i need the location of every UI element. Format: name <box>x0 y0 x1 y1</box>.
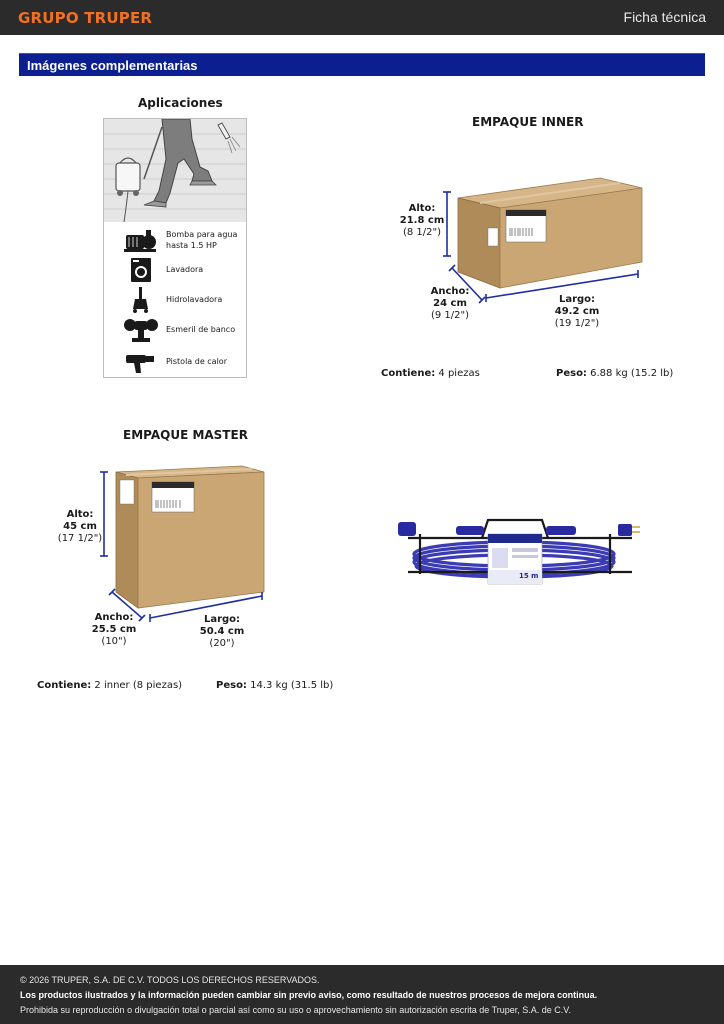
dimension-imperial: (8 1/2") <box>402 227 442 238</box>
contiene-label: Contiene: <box>381 368 436 379</box>
peso-value: 14.3 kg (31.5 lb) <box>250 680 334 691</box>
inner-title: EMPAQUE INNER <box>472 115 584 129</box>
application-item-esmeril <box>104 315 246 345</box>
peso-value: 6.88 kg (15.2 lb) <box>590 368 674 379</box>
section-header <box>19 53 705 76</box>
master-box-illustration <box>96 462 271 622</box>
washing-machine-icon <box>124 257 158 283</box>
bench-grinder-icon <box>124 317 158 343</box>
application-label: Lavadora <box>166 265 204 274</box>
inner-peso <box>556 368 673 379</box>
master-contiene <box>37 680 182 691</box>
application-item-pistola <box>104 347 246 377</box>
dimension-imperial: (19 1/2") <box>554 318 600 329</box>
application-item-hidrolavadora <box>104 285 246 315</box>
master-ancho-dimension <box>86 612 142 648</box>
top-bar <box>0 0 724 35</box>
application-illustration <box>104 119 246 222</box>
master-peso <box>216 680 333 691</box>
aplicaciones-title: Aplicaciones <box>138 96 223 110</box>
section-title: Imágenes complementarias <box>27 58 198 73</box>
contiene-value: 2 inner (8 piezas) <box>94 680 183 691</box>
footer-copyright: © 2026 TRUPER, S.A. DE C.V. TODOS LOS DERECHOS RESERVADOS. <box>20 975 320 985</box>
cord-tag-length: 15 m <box>519 572 539 580</box>
dimension-imperial: (20") <box>209 638 235 649</box>
dimension-metric: 45 cm <box>63 521 97 532</box>
dimension-metric: 21.8 cm <box>399 215 445 226</box>
dimension-metric: 24 cm <box>433 298 467 309</box>
page-footer <box>0 965 724 1024</box>
dimension-metric: 49.2 cm <box>554 306 600 317</box>
dimension-metric: 25.5 cm <box>91 624 137 635</box>
extension-cord-product-image <box>396 512 642 588</box>
dimension-label: Largo: <box>203 614 241 625</box>
dimension-label: Ancho: <box>430 286 470 297</box>
dimension-label: Largo: <box>558 294 596 305</box>
pressure-washer-icon <box>124 287 158 313</box>
inner-largo-dimension <box>550 294 604 330</box>
footer-prohibition: Prohibida su reproducción o divulgación total o parcial así como su uso o aprovechamiento sin autorización escrita de Truper, S.A. de C.V. <box>20 1005 571 1015</box>
brand-logo: GRUPO TRUPER <box>18 9 153 27</box>
dimension-imperial: (9 1/2") <box>430 310 470 321</box>
application-item-bomba <box>104 225 246 255</box>
dimension-label: Alto: <box>408 203 436 214</box>
application-label: Bomba para agua hasta 1.5 HP <box>166 230 238 250</box>
inner-alto-dimension <box>396 203 448 239</box>
dimension-label: Alto: <box>66 509 94 520</box>
heat-gun-icon <box>124 349 158 375</box>
pressure-washing-scene-icon <box>104 119 246 222</box>
contiene-label: Contiene: <box>37 680 92 691</box>
master-largo-dimension <box>192 614 252 650</box>
dimension-imperial: (17 1/2") <box>57 533 103 544</box>
contiene-value: 4 piezas <box>438 368 480 379</box>
footer-disclaimer: Los productos ilustrados y la información pueden cambiar sin previo aviso, como resultado de nuestros procesos de mejora continua. <box>20 990 598 1000</box>
aplicaciones-panel <box>103 118 247 378</box>
application-item-lavadora <box>104 255 246 285</box>
peso-label: Peso: <box>556 368 587 379</box>
application-label: Pistola de calor <box>166 357 227 366</box>
application-label: Esmeril de banco <box>166 325 236 334</box>
dimension-metric: 50.4 cm <box>199 626 245 637</box>
page-title: Ficha técnica <box>623 9 706 25</box>
inner-ancho-dimension <box>424 286 476 322</box>
water-pump-icon <box>124 227 158 253</box>
master-title: EMPAQUE MASTER <box>123 428 248 442</box>
inner-contiene <box>381 368 480 379</box>
peso-label: Peso: <box>216 680 247 691</box>
application-label: Hidrolavadora <box>166 295 223 304</box>
dimension-label: Ancho: <box>94 612 134 623</box>
master-alto-dimension <box>54 509 106 545</box>
dimension-imperial: (10") <box>101 636 127 647</box>
